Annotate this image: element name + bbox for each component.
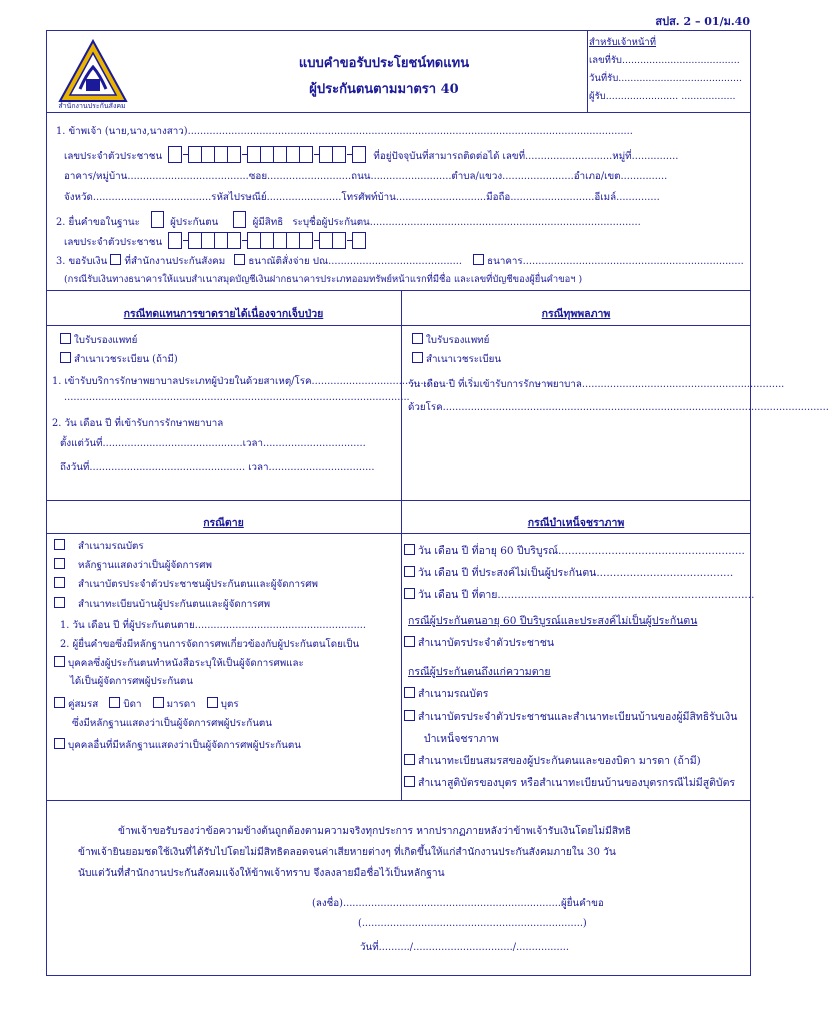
designee-label: บุคคลซึ่งผู้ประกันตนทำหนังสือระบุให้เป็นผู้จัดการศพและ <box>68 658 304 669</box>
status-label: 2. ยื่นคำขอในฐานะ <box>56 217 140 228</box>
death-doc-1-checkbox[interactable] <box>54 539 65 550</box>
relation-row <box>54 697 239 712</box>
relation-note: ซึ่งมีหลักฐานแสดงว่าเป็นผู้จัดการศพผู้ประกันตน <box>72 718 272 729</box>
death-other-person <box>54 738 301 753</box>
id-label-2: เลขประจำตัวประชาชน <box>64 237 163 248</box>
death-doc-3-label: สำเนาบัตรประจำตัวประชาชนผู้ประกันตนและผู้จัดการศพ <box>78 579 318 590</box>
insured-name-field[interactable]: ระบุชื่อผู้ประกันตน....................................................................................... <box>292 217 641 228</box>
oa-heir-docs-checkbox[interactable] <box>404 710 415 721</box>
dis-record-label: สำเนาเวชระเบียน <box>426 354 502 365</box>
beneficiary-checkbox[interactable] <box>233 211 246 228</box>
death-doc-2 <box>54 558 212 573</box>
death-doc-2-label: หลักฐานแสดงว่าเป็นผู้จัดการศพ <box>78 560 212 571</box>
payment-row <box>56 254 744 269</box>
oa-sub1-title: กรณีผู้ประกันตนอายุ 60 ปีบริบูรณ์และประสงค์ไม่เป็นผู้ประกันตน <box>408 615 698 627</box>
mother-checkbox[interactable] <box>153 697 164 708</box>
death-date-field[interactable]: 1. วัน เดือน ปี ที่ผู้ประกันตนตาย....................................................... <box>60 620 367 631</box>
oa-death <box>404 586 754 603</box>
death-doc-4-label: สำเนาทะเบียนบ้านผู้ประกันตนและผู้จัดการศพ <box>78 599 271 610</box>
address-no-field[interactable]: ที่อยู่ปัจจุบันที่สามารถติดต่อได้ เลขที่............................หมู่ที่............... <box>373 151 679 162</box>
sick-cause-field-2[interactable]: ............................................................................................................... <box>64 392 410 403</box>
other-person-checkbox[interactable] <box>54 738 65 749</box>
address-line[interactable]: อาคาร/หมู่บ้าน.......................................ซอย...........................ถนน..........................ตำบล/แขวง.......................อำเภอ/เขต............... <box>64 171 668 182</box>
oa-heir-docs <box>404 708 737 725</box>
oa-id-copy <box>404 634 554 651</box>
oa-marriage-checkbox[interactable] <box>404 754 415 765</box>
id-row-2 <box>64 232 366 250</box>
other-person-label: บุคคลอื่นที่มีหลักฐานแสดงว่าเป็นผู้จัดการศพผู้ประกันตน <box>68 740 301 751</box>
child-checkbox[interactable] <box>207 697 218 708</box>
date-received-field[interactable]: วันที่รับ......................................... <box>589 73 743 84</box>
death-applicant-label: 2. ผู้ยื่นคำขอซึ่งมีหลักฐานการจัดการศพเกี่ยวข้องกับผู้ประกันตนโดยเป็น <box>60 639 360 650</box>
sick-medical-cert <box>60 333 137 348</box>
dis-cert-checkbox[interactable] <box>412 333 423 344</box>
dis-record-checkbox[interactable] <box>412 352 423 363</box>
oa-heir-docs-label-2: บำเหน็จชราภาพ <box>424 733 499 745</box>
oa-birth-cert <box>404 774 735 791</box>
oa-death-field[interactable]: วัน เดือน ปี ที่ตาย............................................................................. <box>418 589 755 601</box>
form-title: แบบคำขอรับประโยชน์ทดแทน <box>298 56 470 71</box>
insured-label: ผู้ประกันตน <box>170 217 219 228</box>
mother-label: มารดา <box>166 699 196 710</box>
form-subtitle: ผู้ประกันตนตามมาตรา 40 <box>309 82 459 97</box>
bank-field[interactable]: ธนาคาร....................................................................... <box>487 256 744 267</box>
sick-record-label: สำเนาเวชระเบียน (ถ้ามี) <box>74 354 178 365</box>
id-number-boxes-2[interactable] <box>169 232 366 249</box>
death-title: กรณีตาย <box>203 517 244 529</box>
oa-death-cert-checkbox[interactable] <box>404 687 415 698</box>
oldage-title: กรณีบำเหน็จชราภาพ <box>527 517 625 529</box>
bank-note: (กรณีรับเงินทางธนาคารให้แนบสำเนาสมุดบัญชีเงินฝากธนาคารประเภทออมทรัพย์หน้าแรกที่มีชื่อ และเลขที่บัญชีของผู้ยื่นคำขอฯ ) <box>64 274 583 285</box>
dis-disease-field[interactable]: ด้วยโรค............................................................................................................................ <box>408 402 829 413</box>
printed-name-field[interactable]: (.......................................................................) <box>358 918 587 929</box>
staff-heading: สำหรับเจ้าหน้าที่ <box>589 37 657 48</box>
death-doc-3 <box>54 577 318 592</box>
oa-death-checkbox[interactable] <box>404 588 415 599</box>
death-doc-4-checkbox[interactable] <box>54 597 65 608</box>
sick-cert-checkbox[interactable] <box>60 333 71 344</box>
sick-to-field[interactable]: ถึงวันที่.................................................. เวลา.................................. <box>60 462 375 473</box>
dis-cert-label: ใบรับรองแพทย์ <box>426 335 490 346</box>
signature-field[interactable]: (ลงชื่อ)......................................................................ผู้ยื่นคำขอ <box>312 898 604 909</box>
spouse-checkbox[interactable] <box>54 697 65 708</box>
oa-age60-checkbox[interactable] <box>404 544 415 555</box>
oa-death-cert <box>404 685 488 702</box>
death-doc-2-checkbox[interactable] <box>54 558 65 569</box>
pay-at-office-checkbox[interactable] <box>110 254 121 265</box>
oa-marriage <box>404 752 701 769</box>
pay-at-office-label: ที่สำนักงานประกันสังคม <box>124 256 226 267</box>
applicant-name-field[interactable]: 1. ข้าพเจ้า (นาย,นาง,นางสาว)............................................................................................................................................... <box>56 126 633 137</box>
declaration-line-1: ข้าพเจ้าขอรับรองว่าข้อความข้างต้นถูกต้องตามความจริงทุกประการ หากปรากฏภายหลังว่าข้าพเจ้ารับเงินโดยไม่มีสิทธิ <box>118 826 632 837</box>
child-label: บุตร <box>220 699 239 710</box>
oa-quit-checkbox[interactable] <box>404 566 415 577</box>
designee-checkbox[interactable] <box>54 656 65 667</box>
id-address-row <box>64 146 678 164</box>
death-doc-3-checkbox[interactable] <box>54 577 65 588</box>
death-doc-4 <box>54 597 270 612</box>
receiver-field[interactable]: ผู้รับ........................ .................. <box>589 91 736 102</box>
oa-quit <box>404 564 733 581</box>
father-label: บิดา <box>123 699 142 710</box>
oa-id-copy-label: สำเนาบัตรประจำตัวประชาชน <box>418 637 555 649</box>
sickness-title: กรณีทดแทนการขาดรายได้เนื่องจากเจ็บป่วย <box>123 308 324 320</box>
designee-label-2: ได้เป็นผู้จัดการศพผู้ประกันตน <box>70 676 193 687</box>
dis-medical-record <box>412 352 501 367</box>
father-checkbox[interactable] <box>109 697 120 708</box>
oa-age60 <box>404 542 745 559</box>
payment-label: 3. ขอรับเงิน <box>56 256 108 267</box>
declaration-line-3: นับแต่วันที่สำนักงานประกันสังคมแจ้งให้ข้าพเจ้าทราบ จึงลงลายมือชื่อไว้เป็นหลักฐาน <box>78 868 445 879</box>
oa-death-cert-label: สำเนามรณบัตร <box>418 688 489 700</box>
disability-title: กรณีทุพพลภาพ <box>541 308 611 320</box>
oa-heir-docs-label: สำเนาบัตรประจำตัวประชาชนและสำเนาทะเบียนบ้านของผู้มีสิทธิรับเงิน <box>418 711 738 723</box>
sick-from-field[interactable]: ตั้งแต่วันที่.............................................เวลา................................. <box>60 438 366 449</box>
logo-caption: สำนักงานประกันสังคม <box>58 102 126 110</box>
oa-id-copy-checkbox[interactable] <box>404 636 415 647</box>
oa-birth-cert-checkbox[interactable] <box>404 776 415 787</box>
dis-medical-cert <box>412 333 489 348</box>
sign-date-field[interactable]: วันที่........../................................/................. <box>360 942 569 953</box>
death-doc-1-label: สำเนามรณบัตร <box>78 541 144 552</box>
money-order-label[interactable]: ธนาณัติสั่งจ่าย ปณ........................................... <box>248 256 463 267</box>
sick-record-checkbox[interactable] <box>60 352 71 363</box>
sick-cert-label: ใบรับรองแพทย์ <box>74 335 138 346</box>
money-order-checkbox[interactable] <box>234 254 245 265</box>
bank-checkbox[interactable] <box>473 254 484 265</box>
sick-treatment-date-label: 2. วัน เดือน ปี ที่เข้ารับการรักษาพยาบาล <box>52 418 224 429</box>
death-doc-1 <box>54 539 144 554</box>
applicant-status-row <box>56 211 641 230</box>
form-code: สปส. 2 – 01/ม.40 <box>655 15 750 28</box>
death-designee <box>54 656 304 671</box>
contact-line[interactable]: จังหวัด......................................รหัสไปรษณีย์........................โทรศัพท์บ้าน.............................มือถือ...........................อีเมล์.............. <box>64 192 660 203</box>
receipt-no-field[interactable]: เลขที่รับ....................................... <box>589 55 740 66</box>
dis-treatment-date-field[interactable]: วัน เดือน ปี ที่เริ่มเข้ารับการรักษาพยาบาล................................................................. <box>408 379 785 390</box>
sick-medical-record <box>60 352 178 367</box>
id-number-boxes[interactable] <box>169 146 366 163</box>
beneficiary-label: ผู้มีสิทธิ <box>252 217 284 228</box>
declaration-line-2: ข้าพเจ้ายินยอมชดใช้เงินที่ได้รับไปโดยไม่มีสิทธิตลอดจนค่าเสียหายต่างๆ ที่เกิดขึ้นให้แก่สำนักงานประกันสังคมภายใน 30 วัน <box>78 847 616 858</box>
insured-checkbox[interactable] <box>151 211 164 228</box>
sick-cause-field[interactable]: 1. เข้ารับบริการรักษาพยาบาลประเภทผู้ป่วยในด้วยสาเหตุ/โรค............................................. <box>52 376 452 387</box>
oa-marriage-label: สำเนาทะเบียนสมรสของผู้ประกันตนและของบิดา มารดา (ถ้ามี) <box>418 755 701 767</box>
staff-box <box>589 34 749 106</box>
oa-birth-cert-label: สำเนาสูติบัตรของบุตร หรือสำเนาทะเบียนบ้านของบุตรกรณีไม่มีสูติบัตร <box>418 777 736 789</box>
oa-sub2-title: กรณีผู้ประกันตนถึงแก่ความตาย <box>408 666 551 678</box>
id-label: เลขประจำตัวประชาชน <box>64 151 163 162</box>
spouse-label: คู่สมรส <box>68 699 99 710</box>
oa-age60-field[interactable]: วัน เดือน ปี ที่อายุ 60 ปีบริบูรณ์........................................................ <box>418 545 745 557</box>
oa-quit-field[interactable]: วัน เดือน ปี ที่ประสงค์ไม่เป็นผู้ประกันตน......................................... <box>418 567 734 579</box>
